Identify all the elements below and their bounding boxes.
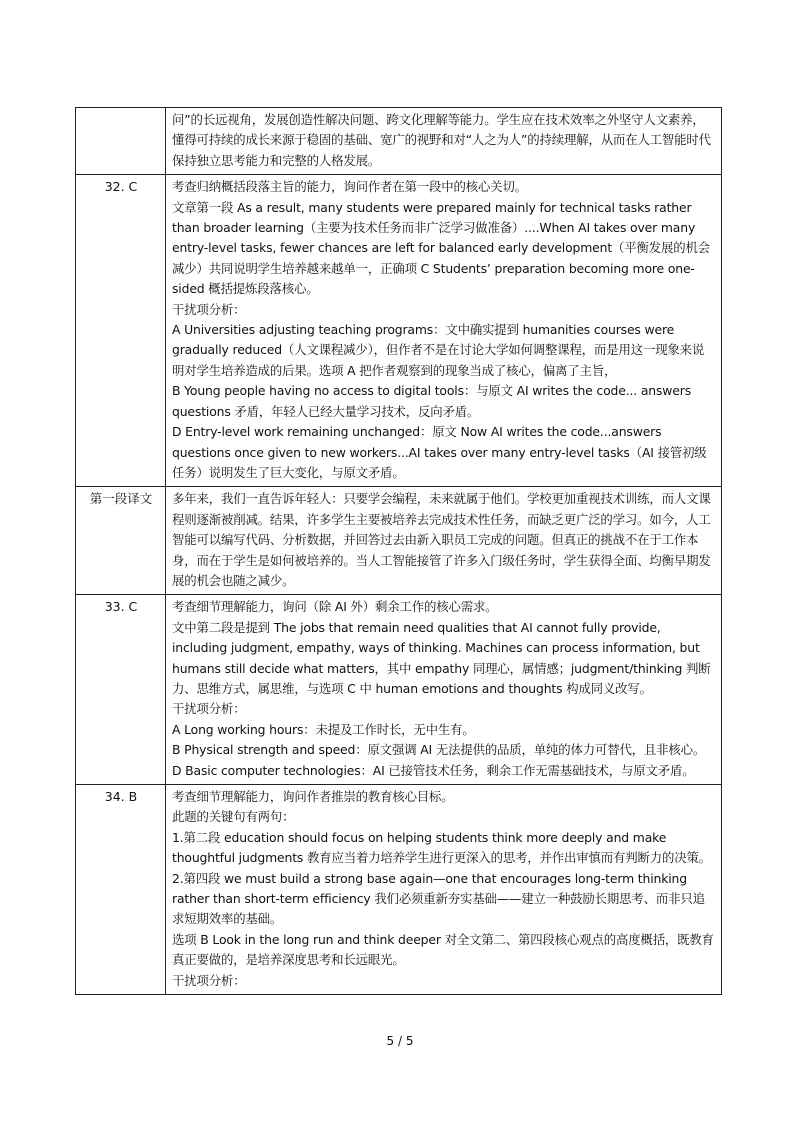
content-line: 考查归纳概括段落主旨的能力，询问作者在第一段中的核心关切。 xyxy=(172,179,527,195)
content-line: 此题的关键句有两句： xyxy=(172,809,295,825)
row-content xyxy=(166,108,722,175)
content-line: A Long working hours：未提及工作时长，无中生有。 xyxy=(172,721,475,737)
content-line: 考查细节理解能力，询问（除 AI 外）剩余工作的核心需求。 xyxy=(172,599,498,615)
content-line: 2.第四段 we must build a strong base again—one that encourages long-term thinking rather than short-term efficiency 我们必须重新夯实基础——建立一种鼓励长期思考、而非只追求短期效率的基础。 xyxy=(172,870,705,927)
row-label xyxy=(76,108,166,175)
content-line: B Young people having no access to digital tools：与原文 AI writes the code... answers questions 矛盾，年轻人已经大量学习技术，反向矛盾。 xyxy=(172,383,692,419)
table-row xyxy=(76,595,722,785)
row-label: 33. C xyxy=(76,595,166,785)
table-row xyxy=(76,785,722,995)
content-line: 文中第二段是提到 The jobs that remain need qualities that AI cannot fully provide, including judgment, empathy, ways of thinking. Machines can process information, but humans still decide what matters，其中 empathy 同理心，属情感；judgment/thinking 判断力、思维方式，属思维，与选项 C 中 human emotions and thoughts 构成同义改写。 xyxy=(172,619,711,696)
content-line: A Universities adjusting teaching programs：文中确实提到 humanities courses were gradually reduced（人文课程减少），但作者不是在讨论大学如何调整课程，而是用这一现象来说明对学生培养造成的后果。选项 A 把作者观察到的现象当成了核心，偏离了主旨， xyxy=(172,322,705,378)
row-content xyxy=(166,785,722,995)
table-row xyxy=(76,108,722,175)
content-line: 干扰项分析： xyxy=(172,701,246,717)
answer-table xyxy=(75,107,722,995)
table-row xyxy=(76,175,722,487)
content-line: 1.第二段 education should focus on helping students think more deeply and make thoughtful judgments 教育应当着力培养学生进行更深入的思考，并作出审慎而有判断力的决策。 xyxy=(172,829,711,866)
content-line: 文章第一段 As a result, many students were prepared mainly for technical tasks rather than broader learning（主要为技术任务而非广泛学习做准备）....When AI takes over many entry-level tasks, fewer chances are left for balanced early development（平衡发展的机会减少）共同说明学生培养越来越单一，正确项 C Students’ preparation becoming more one-sided 概括提炼段落核心。 xyxy=(172,199,710,297)
content-line: D Entry-level work remaining unchanged：原文 Now AI writes the code...answers questions once given to new workers...AI takes over many entry-level tasks（AI 接管初级任务）说明发生了巨大变化，与原文矛盾。 xyxy=(172,424,707,480)
content-line: 多年来，我们一直告诉年轻人：只要学会编程，未来就属于他们。学校更加重视技术训练，而人文课程则逐渐被削减。结果，许多学生主要被培养去完成技术性任务，而缺乏更广泛的学习。如今，人工智能可以编写代码、分析数据，并回答过去由新入职员工完成的问题。但真正的挑战不在于工作本身，而在于学生是如何被培养的。当人工智能接管了许多入门级任务时，学生获得全面、均衡早期发展的机会也随之减少。 xyxy=(172,491,711,588)
content-line: 干扰项分析： xyxy=(172,301,246,317)
content-line: D Basic computer technologies：AI 已接管技术任务，剩余工作无需基础技术，与原文矛盾。 xyxy=(172,762,695,778)
row-content xyxy=(166,595,722,785)
page-number: 5 / 5 xyxy=(386,1034,414,1048)
content-line: 考查细节理解能力，询问作者推崇的教育核心目标。 xyxy=(172,789,454,804)
row-label: 32. C xyxy=(76,175,166,487)
content-line: 问”的长远视角，发展创造性解决问题、跨文化理解等能力。学生应在技术效率之外坚守人文素养，懂得可持续的成长来源于稳固的基础、宽广的视野和对“人之为人”的持续理解，从而在人工智能时代保持独立思考能力和完整的人格发展。 xyxy=(172,112,711,168)
table-row xyxy=(76,487,722,595)
content-line: B Physical strength and speed：原文强调 AI 无法提供的品质，单纯的体力可替代，且非核心。 xyxy=(172,742,706,758)
content-line: 选项 B Look in the long run and think deeper 对全文第二、第四段核心观点的高度概括，既教育真正要做的，是培养深度思考和长远眼光。 xyxy=(172,931,714,968)
answer-sheet xyxy=(75,107,722,995)
content-line: 干扰项分析： xyxy=(172,972,246,988)
row-label: 34. B xyxy=(76,785,166,995)
row-content xyxy=(166,487,722,595)
row-content xyxy=(166,175,722,487)
row-label: 第一段译文 xyxy=(76,487,166,595)
